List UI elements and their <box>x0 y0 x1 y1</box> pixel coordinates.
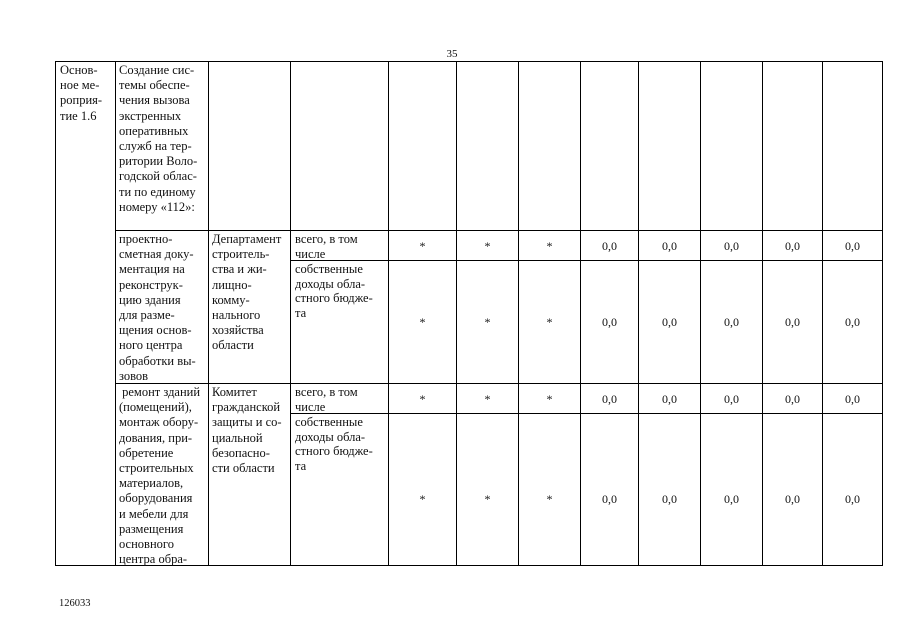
value-cell: * <box>457 231 519 261</box>
measure-label-cell: Основ- ное ме- роприя- тие 1.6 <box>56 62 116 566</box>
footer-document-code: 126033 <box>59 598 91 609</box>
value-cell: 0,0 <box>581 414 639 566</box>
empty-cell <box>291 62 389 231</box>
value-cell: 0,0 <box>639 231 701 261</box>
value-cell: 0,0 <box>763 231 823 261</box>
empty-cell <box>209 62 291 231</box>
value-cell: * <box>457 414 519 566</box>
value-cell: 0,0 <box>581 261 639 384</box>
value-cell: 0,0 <box>823 261 883 384</box>
empty-cell <box>639 62 701 231</box>
value-cell: 0,0 <box>701 384 763 414</box>
value-cell: 0,0 <box>823 231 883 261</box>
value-cell: * <box>519 384 581 414</box>
value-cell: 0,0 <box>701 414 763 566</box>
empty-cell <box>701 62 763 231</box>
funding-source-label: всего, в том числе <box>291 231 389 261</box>
value-cell: * <box>457 261 519 384</box>
empty-cell <box>519 62 581 231</box>
value-cell: 0,0 <box>763 414 823 566</box>
item-name-cell: ремонт зданий (помещений), монтаж обору- дования, при- обретение строительных материалов, оборудования и мебели для размещения основного центра обра- <box>116 384 209 566</box>
program-table <box>55 61 883 566</box>
item-executor-cell: Департамент строитель- ства и жи- лищно- комму- нального хозяйства области <box>209 231 291 384</box>
value-cell: 0,0 <box>581 384 639 414</box>
empty-cell <box>457 62 519 231</box>
value-cell: 0,0 <box>639 261 701 384</box>
empty-cell <box>823 62 883 231</box>
empty-cell <box>763 62 823 231</box>
value-cell: * <box>457 384 519 414</box>
empty-cell <box>581 62 639 231</box>
value-cell: 0,0 <box>581 231 639 261</box>
page-number: 35 <box>446 48 458 60</box>
funding-source-label: собственные доходы обла- стного бюдже- та <box>291 414 389 566</box>
value-cell: 0,0 <box>701 231 763 261</box>
section-title-cell: Создание сис- темы обеспе- чения вызова экстренных оперативных служб на тер- ритории Воло- годской облас- ти по единому номеру «112»: <box>116 62 209 231</box>
funding-source-label: всего, в том числе <box>291 384 389 414</box>
item-name-cell: проектно- сметная доку- ментация на реконструк- цию здания для разме- щения основ- ного центра обработки вы- зовов <box>116 231 209 384</box>
value-cell: 0,0 <box>823 384 883 414</box>
empty-cell <box>389 62 457 231</box>
item-executor-cell: Комитет гражданской защиты и со- циальной безопасно- сти области <box>209 384 291 566</box>
value-cell: 0,0 <box>701 261 763 384</box>
funding-source-label: собственные доходы обла- стного бюдже- та <box>291 261 389 384</box>
value-cell: * <box>389 384 457 414</box>
value-cell: 0,0 <box>763 384 823 414</box>
value-cell: 0,0 <box>763 261 823 384</box>
value-cell: 0,0 <box>823 414 883 566</box>
value-cell: 0,0 <box>639 384 701 414</box>
value-cell: * <box>519 414 581 566</box>
value-cell: * <box>389 231 457 261</box>
value-cell: 0,0 <box>639 414 701 566</box>
value-cell: * <box>389 261 457 384</box>
value-cell: * <box>389 414 457 566</box>
value-cell: * <box>519 231 581 261</box>
value-cell: * <box>519 261 581 384</box>
